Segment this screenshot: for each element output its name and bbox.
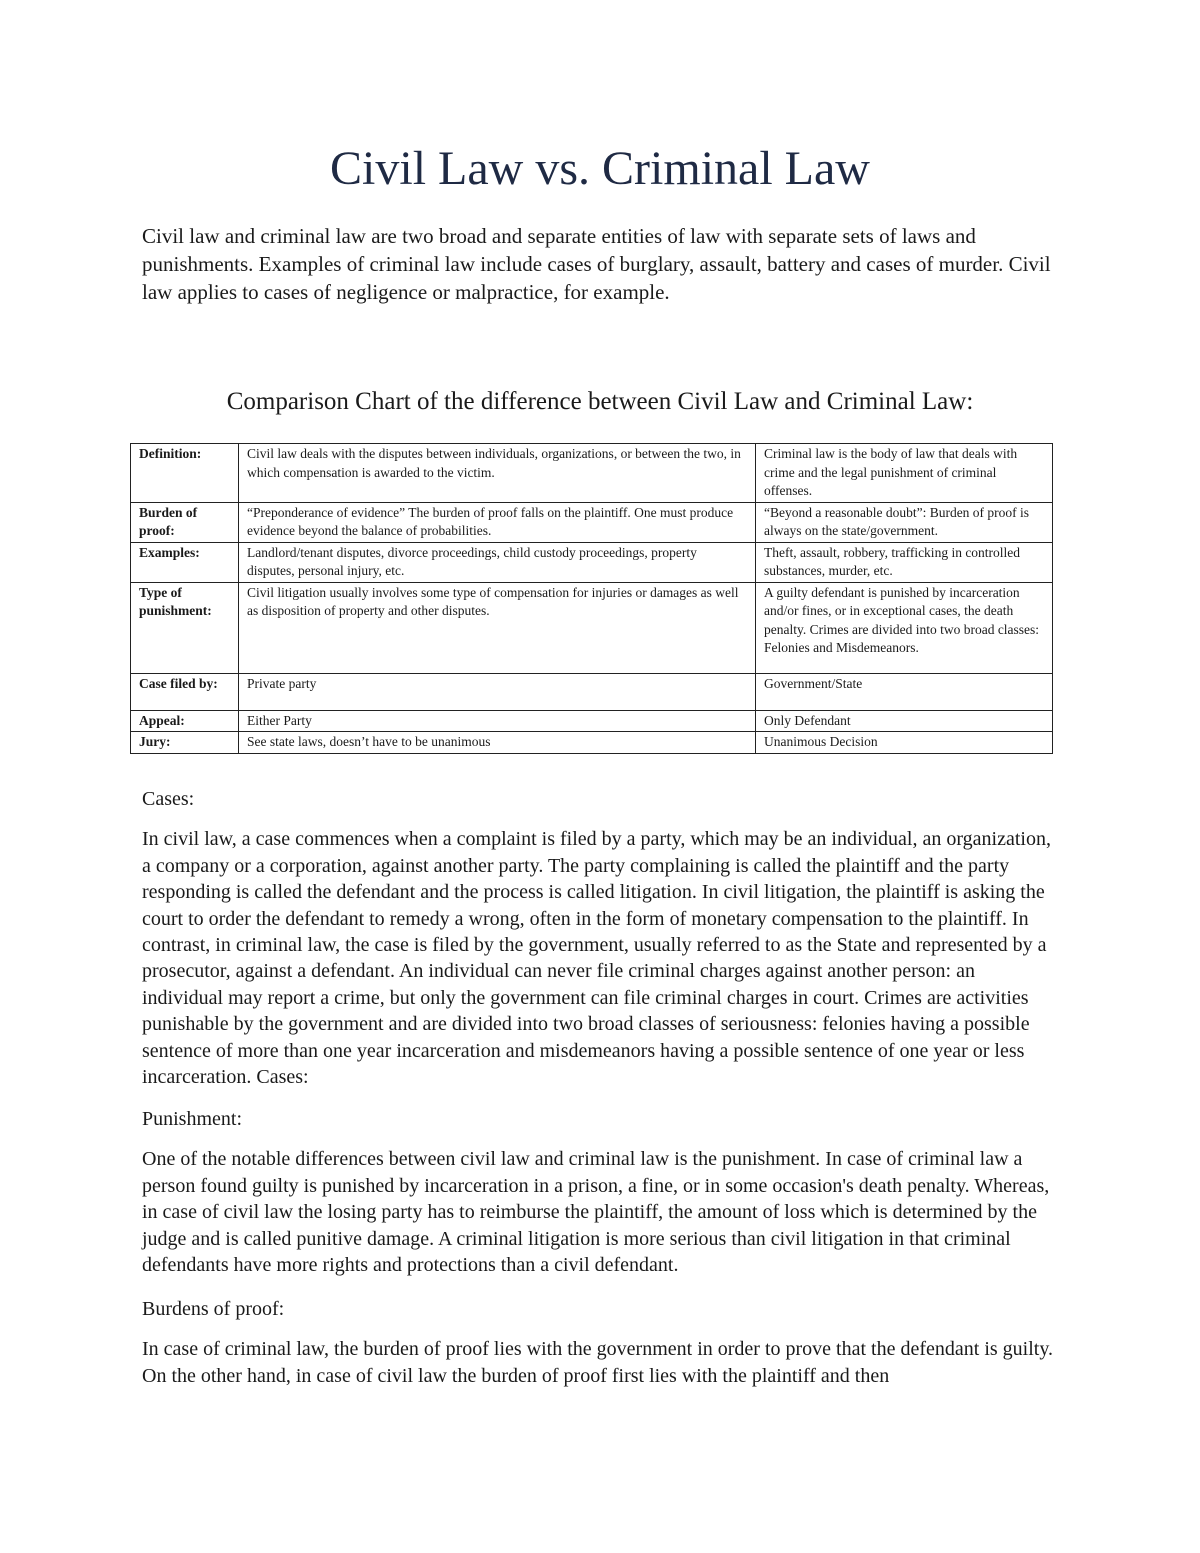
civil-cell: Civil litigation usually involves some type of compensation for injuries or damages as well as disposition of property and other disputes. — [239, 582, 756, 673]
table-row-appeal — [131, 710, 1053, 732]
row-label: Burden of proof: — [131, 502, 239, 542]
table-row-jury — [131, 732, 1053, 754]
intro-paragraph: Civil law and criminal law are two broad and separate entities of law with separate sets of laws and punishments. Examples of criminal law include cases of burglary, assault, battery and cases of murder. Civil law applies to cases of negligence or malpractice, for example. — [142, 224, 1051, 304]
civil-cell: See state laws, doesn’t have to be unanimous — [239, 732, 756, 754]
cases-heading: Cases: — [142, 788, 195, 810]
chart-title: Comparison Chart of the difference between Civil Law and Criminal Law: — [226, 388, 974, 415]
criminal-cell: Government/State — [756, 673, 1053, 710]
burden-heading: Burdens of proof: — [142, 1298, 285, 1320]
table-row-examples — [131, 542, 1053, 582]
punishment-section — [142, 1106, 1058, 1278]
criminal-cell: Only Defendant — [756, 710, 1053, 732]
row-label: Definition: — [131, 444, 239, 503]
row-label: Type of punishment: — [131, 582, 239, 673]
punishment-heading: Punishment: — [142, 1108, 243, 1130]
table-row-burden-of-proof — [131, 502, 1053, 542]
civil-cell: Landlord/tenant disputes, divorce proceedings, child custody proceedings, property disputes, personal injury, etc. — [239, 542, 756, 582]
punishment-paragraph: One of the notable differences between civil law and criminal law is the punishment. In case of criminal law a person found guilty is punished by incarceration in a prison, a fine, or in some occasion's death penalty. Whereas, in case of civil law the losing party has to reimburse the plaintiff, the amount of loss which is determined by the judge and is called punitive damage. A criminal litigation is more serious than civil litigation in that criminal defendants have more rights and protections than a civil defendant. — [142, 1148, 1050, 1277]
document-title: Civil Law vs. Criminal Law — [330, 142, 870, 195]
table-row-case-filed-by — [131, 673, 1053, 710]
burden-paragraph: In case of criminal law, the burden of proof lies with the government in order to prove that the defendant is guilty. On the other hand, in case of civil law the burden of proof first lies with the plaintiff and then — [142, 1338, 1054, 1387]
criminal-cell: “Beyond a reasonable doubt”: Burden of proof is always on the state/government. — [756, 502, 1053, 542]
cases-paragraph: In civil law, a case commences when a complaint is filed by a party, which may be an individual, an organization, a company or a corporation, against another party. The party complaining is called the plaintiff and the party responding is called the defendant and the process is called litigation. In civil litigation, the plaintiff is asking the court to order the defendant to remedy a wrong, often in the form of monetary compensation to the plaintiff. In contrast, in criminal law, the case is filed by the government, usually referred to as the State and represented by a prosecutor, against a defendant. An individual can never file criminal charges against another person: an individual may report a crime, but only the government can file criminal charges in court. Crimes are activities punishable by the government and are divided into two broad classes of seriousness: felonies having a possible sentence of more than one year incarceration and misdemeanors having a possible sentence of one year or less incarceration. Cases: — [142, 828, 1051, 1089]
table-row-type-of-punishment — [131, 582, 1053, 673]
civil-cell: Private party — [239, 673, 756, 710]
civil-cell: “Preponderance of evidence” The burden of proof falls on the plaintiff. One must produce evidence beyond the balance of probabilities. — [239, 502, 756, 542]
row-label: Case filed by: — [131, 673, 239, 710]
table-row-definition — [131, 444, 1053, 503]
row-label: Jury: — [131, 732, 239, 754]
criminal-cell: A guilty defendant is punished by incarceration and/or fines, or in exceptional cases, the death penalty. Crimes are divided into two broad classes: Felonies and Misdemeanors. — [756, 582, 1053, 673]
criminal-cell: Unanimous Decision — [756, 732, 1053, 754]
row-label: Appeal: — [131, 710, 239, 732]
burden-section — [142, 1296, 1058, 1389]
civil-cell: Civil law deals with the disputes between individuals, organizations, or between the two, in which compensation is awarded to the victim. — [239, 444, 756, 503]
criminal-cell: Criminal law is the body of law that deals with crime and the legal punishment of criminal offenses. — [756, 444, 1053, 503]
comparison-table — [130, 443, 1053, 754]
civil-cell: Either Party — [239, 710, 756, 732]
row-label: Examples: — [131, 542, 239, 582]
criminal-cell: Theft, assault, robbery, trafficking in controlled substances, murder, etc. — [756, 542, 1053, 582]
cases-section — [142, 786, 1058, 1090]
